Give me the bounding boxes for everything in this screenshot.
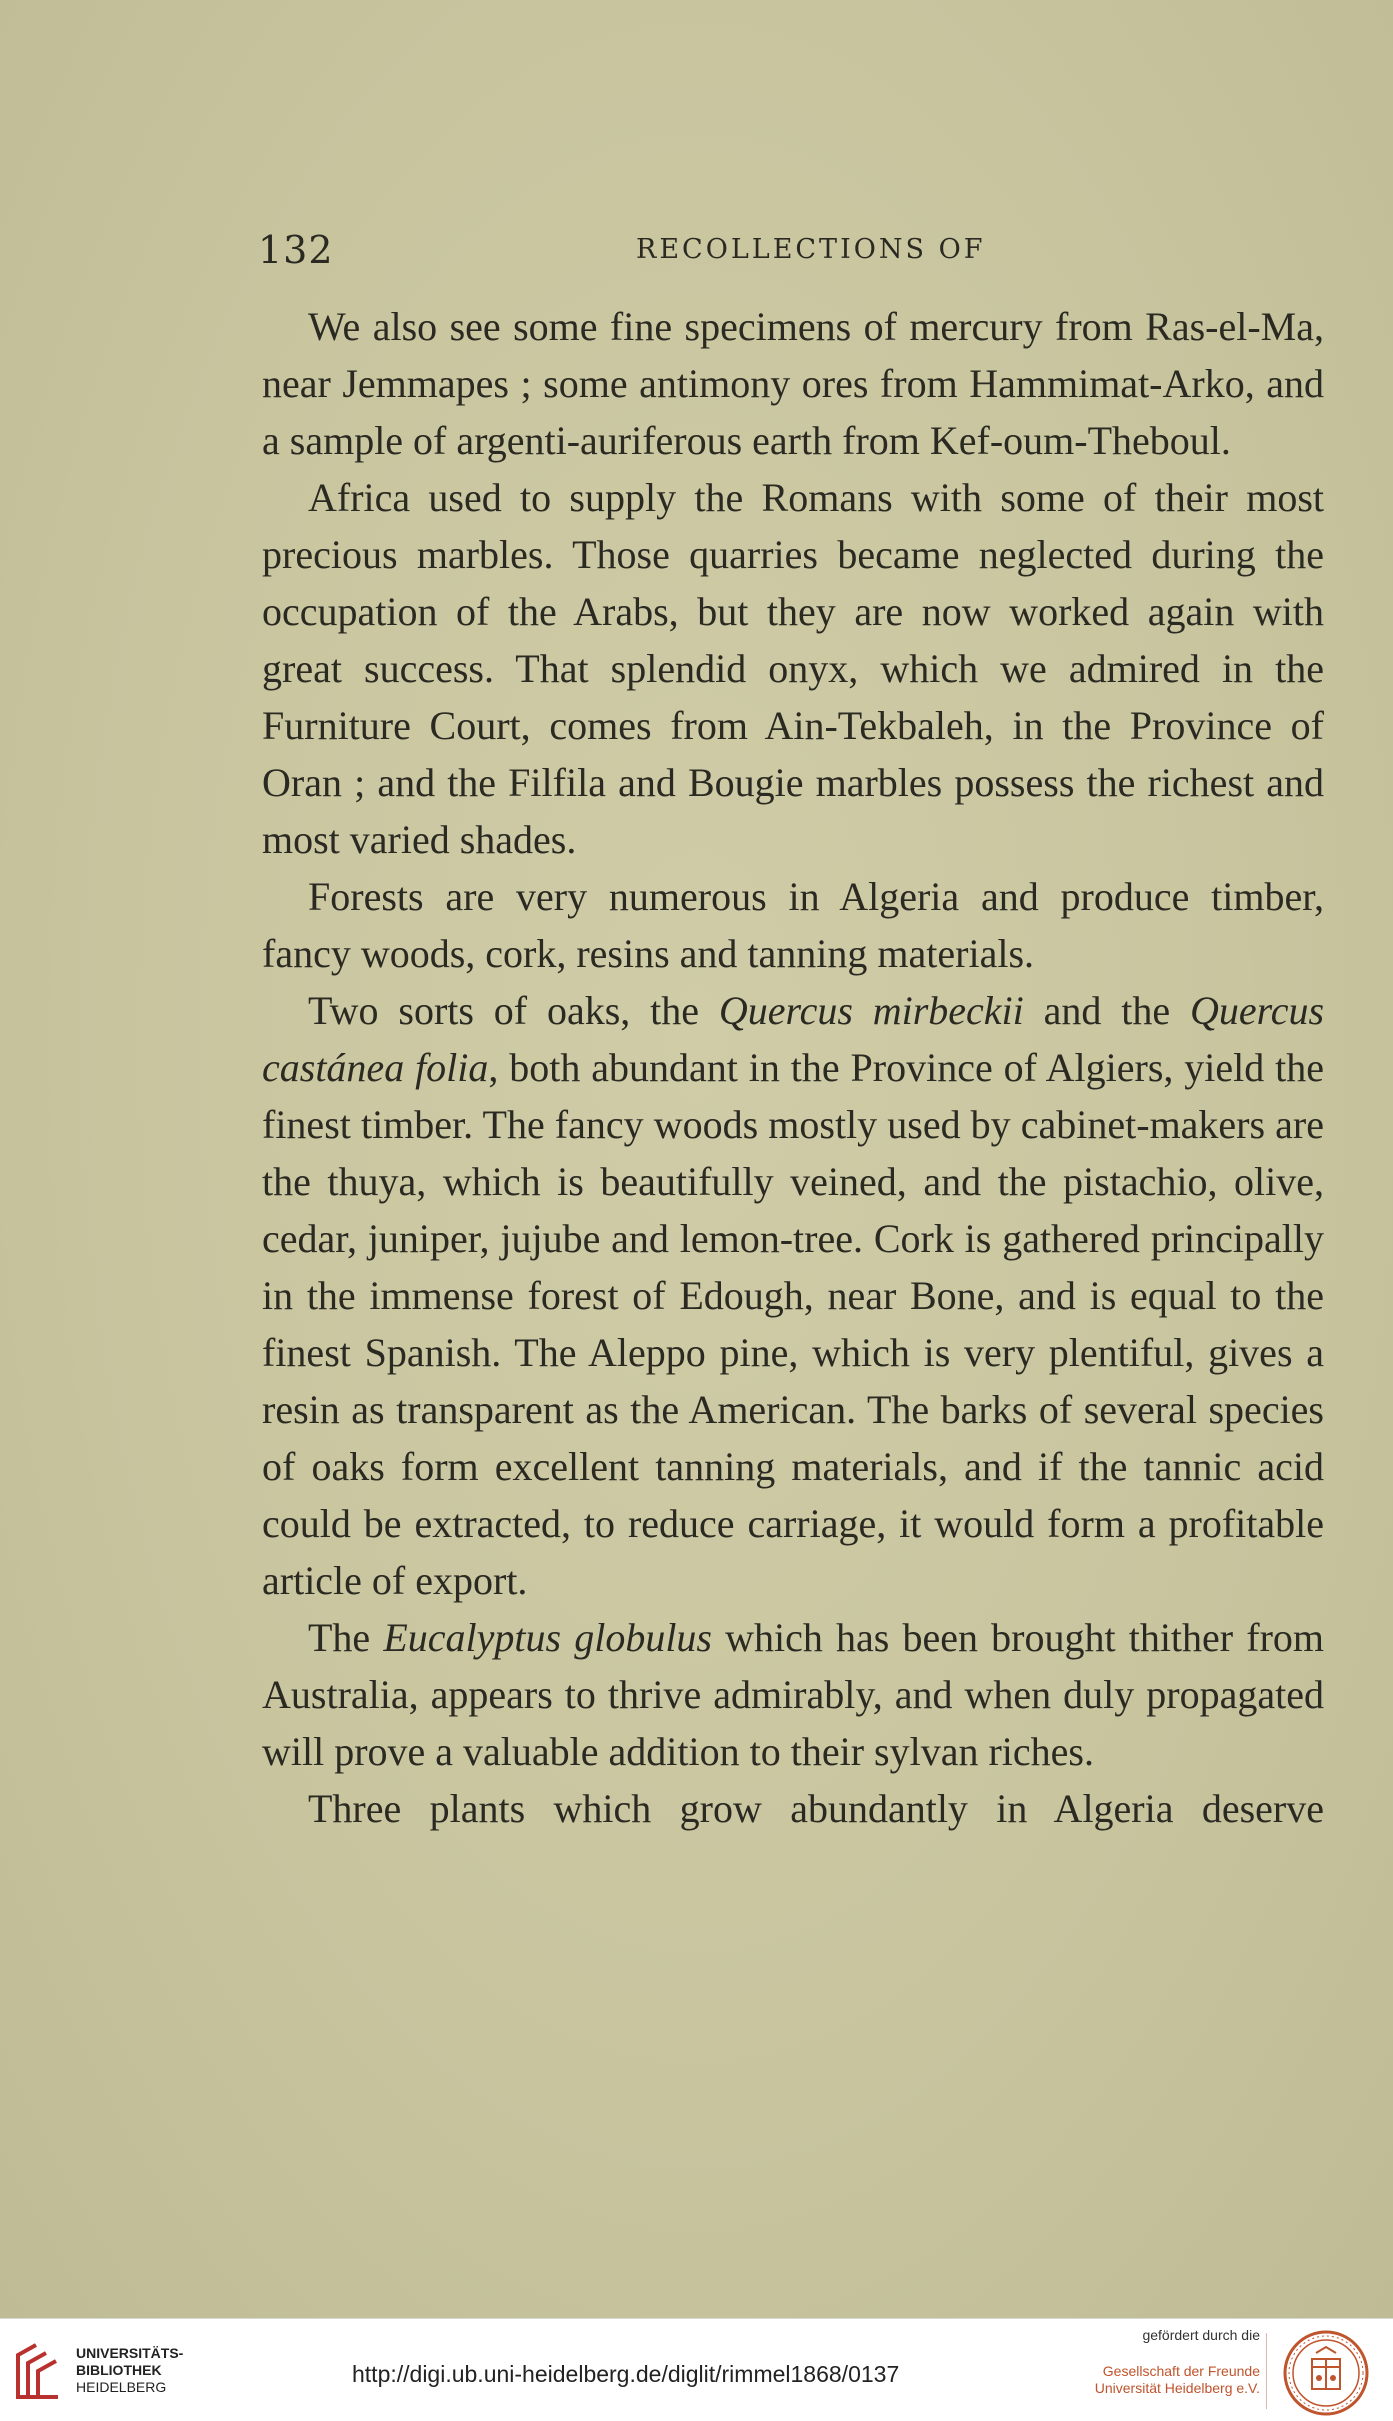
permalink-url[interactable]: http://digi.ub.uni-heidelberg.de/diglit/rimmel1868/0137 <box>352 2361 900 2387</box>
library-logo-icon <box>14 2341 60 2401</box>
page-number: 132 <box>258 228 334 272</box>
sponsor-divider <box>1266 2333 1267 2409</box>
paragraph-eucalyptus <box>262 1609 1324 1780</box>
running-title: RECOLLECTIONS OF <box>636 234 986 265</box>
university-seal-icon <box>1282 2329 1370 2417</box>
oaks-mid: and the <box>1023 988 1190 1033</box>
paragraph-mercury: We also see some fine specimens of mercury from Ras-el-Ma, near Jemmapes ; some antimony ores from Hammimat-Arko, and a sample of argenti-auriferous earth from Kef-oum-Theboul. <box>262 304 1324 463</box>
species-quercus-castanea: Quercus castánea folia <box>262 988 1325 1090</box>
sponsor-name-line2: Universität Heidelberg e.V. <box>1094 2380 1260 2396</box>
species-quercus-mirbeckii: Quercus mirbeckii <box>718 988 1024 1033</box>
library-name-line3: HEIDELBERG <box>76 2379 167 2395</box>
oaks-rest: , both abundant in the Province of Algiers, yield the finest timber. The fancy woods mostly used by cabinet-makers are the thuya, which is beautifully veined, and the pistachio, olive, cedar, juniper, jujube and lemon-tree. Cork is gathered principally in the immense forest of Edough, near Bone, and is equal to the finest Spanish. The Aleppo pine, which is very plentiful, gives a resin as transparent as the American. The barks of several species of oaks form excellent tanning materials, and if the tannic acid could be extracted, to reduce carriage, it would form a profitable article of export. <box>262 1045 1324 1603</box>
digitization-footer <box>0 2318 1393 2421</box>
library-name-line2: BIBLIOTHEK <box>76 2362 162 2378</box>
eucalyptus-rest: which has been brought thither from Australia, appears to thrive admirably, and when duly propagated will prove a valuable addition to their sylvan riches. <box>262 1615 1325 1774</box>
paragraph-marbles: Africa used to supply the Romans with some of their most precious marbles. Those quarries became neglected during the occupation of the Arabs, but they are now worked again with great success. That splendid onyx, which we admired in the Furniture Court, comes from Ain-Tekbaleh, in the Province of Oran ; and the Filfila and Bougie marbles possess the richest and most varied shades. <box>262 475 1324 862</box>
paragraph-plants: Three plants which grow abundantly in Algeria deserve <box>308 1786 1324 1831</box>
running-head <box>258 228 1318 278</box>
sponsor-block <box>1060 2327 1260 2397</box>
library-name-line1: UNIVERSITÄTS- <box>76 2345 184 2361</box>
sponsor-name-line1: Gesellschaft der Freunde <box>1102 2363 1260 2379</box>
oaks-lead: Two sorts of oaks, the <box>308 988 719 1033</box>
eucalyptus-lead: The <box>308 1615 384 1660</box>
library-name <box>76 2345 183 2396</box>
sponsor-label: gefördert durch die <box>1142 2327 1260 2343</box>
paragraph-oaks <box>262 982 1324 1609</box>
paragraph-forests: Forests are very numerous in Algeria and produce timber, fancy woods, cork, resins and tanning materials. <box>262 874 1324 976</box>
body-text <box>262 298 1324 1837</box>
species-eucalyptus-globulus: Eucalyptus globulus <box>383 1615 712 1660</box>
